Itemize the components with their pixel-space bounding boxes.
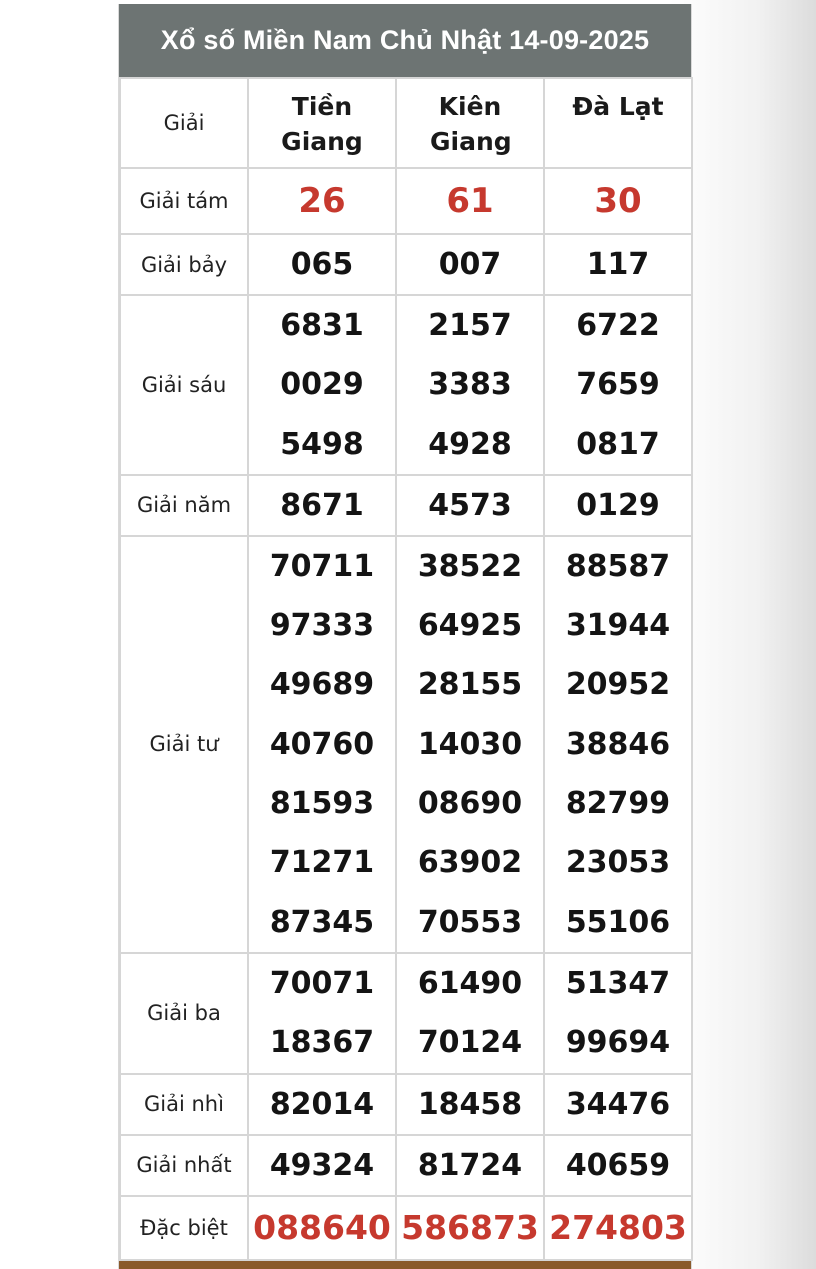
prize-number: 40760: [269, 726, 375, 762]
prize-number: 70071: [269, 965, 375, 1001]
prize-number: 0029: [280, 367, 364, 403]
prize-number: 88587: [565, 548, 671, 584]
prize-number: 8671: [248, 475, 396, 536]
special-prize-number: 274803: [544, 1196, 692, 1260]
prize-label: Giải tư: [120, 536, 248, 953]
prize-row-ba: [120, 953, 692, 1074]
prize-number: 18367: [269, 1025, 375, 1061]
prize-number: 49324: [248, 1135, 396, 1196]
prize-label: Giải nhì: [120, 1074, 248, 1135]
footer-divider: [119, 1261, 691, 1269]
prize-number: 51347: [565, 965, 671, 1001]
prize-number: 64925: [417, 608, 523, 644]
special-prize-number: 586873: [396, 1196, 544, 1260]
prize-number: 81593: [269, 786, 375, 822]
column-header-prize: Giải: [120, 78, 248, 168]
prize-number: 40659: [544, 1135, 692, 1196]
prize-number: 34476: [544, 1074, 692, 1135]
column-header-province: Tiền Giang: [248, 78, 396, 168]
prize-label: Giải tám: [120, 168, 248, 234]
special-prize-number: 088640: [248, 1196, 396, 1260]
prize-number: 87345: [269, 904, 375, 940]
prize-number: 49689: [269, 667, 375, 703]
prize-number: 38846: [565, 726, 671, 762]
prize-number: 82014: [248, 1074, 396, 1135]
prize-label: Giải năm: [120, 475, 248, 536]
prize-number-group: [248, 295, 396, 475]
prize-number: 20952: [565, 667, 671, 703]
prize-number: 7659: [576, 367, 660, 403]
table-header-row: [120, 78, 692, 168]
prize-number-group: [544, 536, 692, 953]
prize-row-dacbiet: [120, 1196, 692, 1260]
province-name: Kiên Giang: [430, 92, 512, 156]
prize-number-group: [248, 536, 396, 953]
prize-number: 26: [248, 168, 396, 234]
column-header-province: Đà Lạt: [544, 78, 692, 168]
prize-label: Đặc biệt: [120, 1196, 248, 1260]
prize-row-tu: [120, 536, 692, 953]
prize-number: 0129: [544, 475, 692, 536]
prize-label: Giải nhất: [120, 1135, 248, 1196]
prize-label: Giải bảy: [120, 234, 248, 295]
prize-number: 82799: [565, 786, 671, 822]
prize-number: 31944: [565, 608, 671, 644]
prize-row-sau: [120, 295, 692, 475]
page-title: Xổ số Miền Nam Chủ Nhật 14-09-2025: [119, 4, 691, 77]
prize-number-group: [544, 295, 692, 475]
prize-number: 70711: [269, 548, 375, 584]
prize-number: 2157: [428, 308, 512, 343]
prize-number: 55106: [565, 904, 671, 940]
prize-row-nhat: [120, 1135, 692, 1196]
prize-row-nhi: [120, 1074, 692, 1135]
prize-number: 99694: [565, 1025, 671, 1061]
prize-number-group: [248, 953, 396, 1074]
prize-number: 6831: [280, 308, 364, 343]
prize-number: 30: [544, 168, 692, 234]
prize-number-group: [396, 536, 544, 953]
prize-number: 0817: [576, 426, 660, 462]
prize-number: 97333: [269, 608, 375, 644]
prize-number-group: [544, 953, 692, 1074]
prize-number: 71271: [269, 845, 375, 881]
prize-number: 70553: [417, 904, 523, 940]
prize-number: 81724: [396, 1135, 544, 1196]
prize-number: 70124: [417, 1025, 523, 1061]
prize-number: 117: [544, 234, 692, 295]
prize-row-nam: [120, 475, 692, 536]
prize-label: Giải sáu: [120, 295, 248, 475]
prize-number: 23053: [565, 845, 671, 881]
prize-number: 61: [396, 168, 544, 234]
prize-number: 38522: [417, 548, 523, 584]
prize-number: 28155: [417, 667, 523, 703]
prize-number: 4928: [428, 426, 512, 462]
prize-number: 5498: [280, 426, 364, 462]
prize-number: 065: [248, 234, 396, 295]
prize-number: 14030: [417, 726, 523, 762]
prize-number: 4573: [396, 475, 544, 536]
prize-number: 63902: [417, 845, 523, 881]
prize-number: 3383: [428, 367, 512, 403]
prize-number: 6722: [576, 308, 660, 343]
column-header-province: [396, 78, 544, 168]
prize-number: 18458: [396, 1074, 544, 1135]
results-table: [119, 77, 693, 1261]
prize-number: 007: [396, 234, 544, 295]
prize-number: 61490: [417, 965, 523, 1001]
prize-row-tam: [120, 168, 692, 234]
lottery-result-card: [118, 4, 692, 1269]
prize-row-bay: [120, 234, 692, 295]
prize-number-group: [396, 953, 544, 1074]
prize-label: Giải ba: [120, 953, 248, 1074]
prize-number-group: [396, 295, 544, 475]
prize-number: 08690: [417, 786, 523, 822]
